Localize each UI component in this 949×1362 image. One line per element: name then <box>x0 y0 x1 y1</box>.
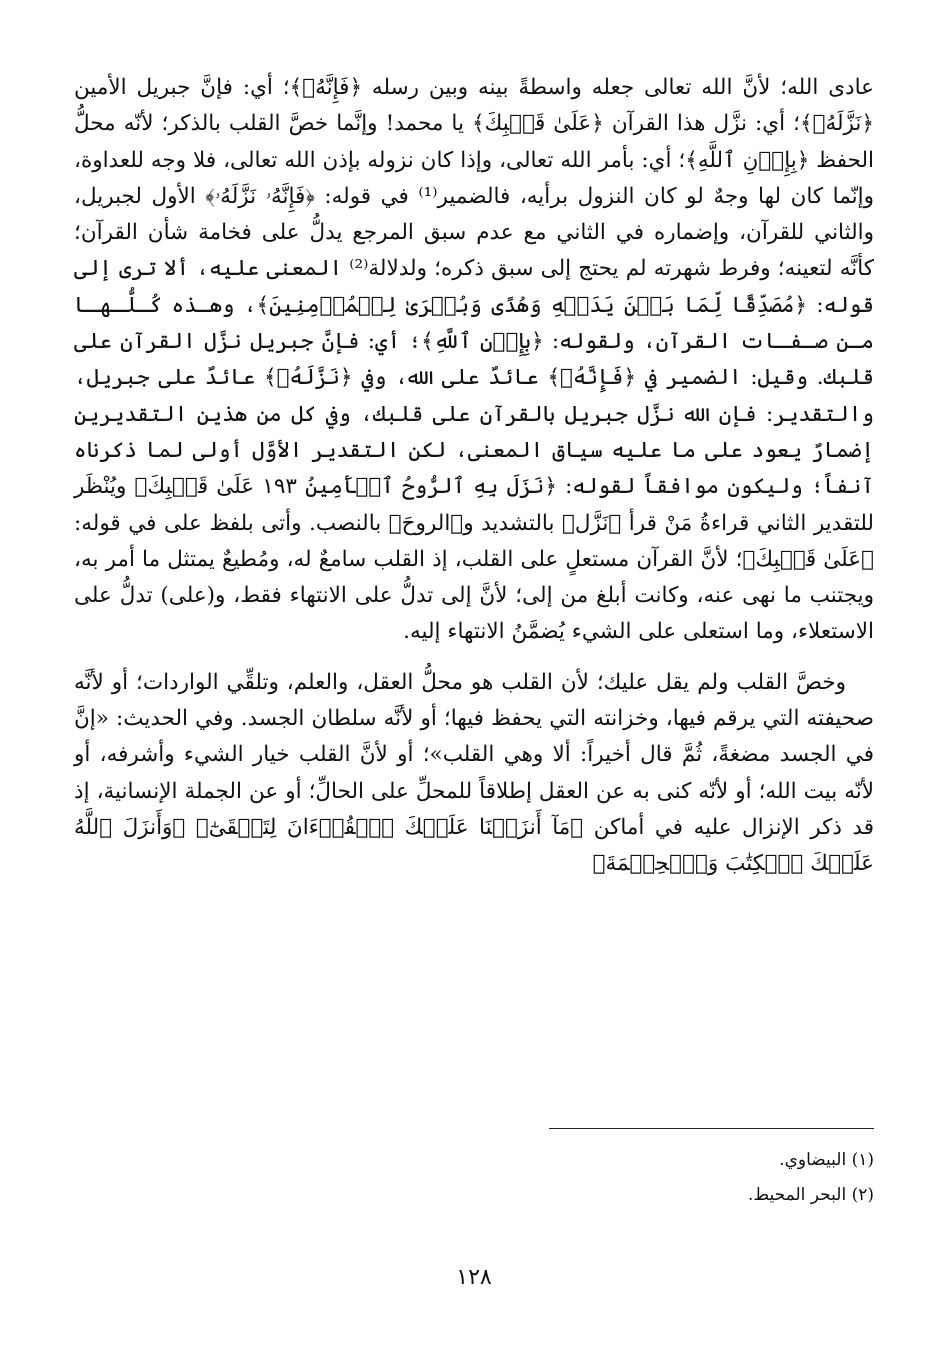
book-page <box>74 70 874 1300</box>
footnotes <box>474 1143 874 1213</box>
footnote-2: (٢) البحر المحيط. <box>748 1185 874 1205</box>
footnote-separator <box>549 1128 874 1129</box>
footnote-1: (١) البيضاوي. <box>779 1150 874 1170</box>
body-paragraph-2: وخصَّ القلب ولم يقل عليك؛ لأن القلب هو محلُّ العقل، والعلم، وتلقِّي الواردات؛ أو لأنَّه صحيفته التي يرقم فيها، وخزانته التي يحفظ فيها؛ أو لأنَّه سلطان الجسد. وفي الحديث: «إنَّ في الجسد مضغةً، ثُمَّ قال أخيراً: ألا وهي القلب»؛ أو لأنَّ القلب خيار الشيء وأشرفه، أو لأنّه بيت الله؛ أو لأنّه كنى به عن العقل إطلاقاً للمحلِّ على الحالِّ؛ أو عن الجملة الإنسانية، إذ قد ذكر الإنزال عليه في أماكن ﴿مَآ أَنزَلۡنَا عَلَيۡكَ ٱلۡقُرۡءَانَ لِتَشۡقَىٰٓ﴾ ﴿وَأَنزَلَ ٱللَّهُ عَلَيۡكَ ٱلۡكِتَٰبَ وَٱلۡحِكۡمَةَ﴾ <box>74 669 874 877</box>
body-paragraph-1: عادى الله؛ لأنَّ الله تعالى جعله واسطةً بينه وبين رسله ﴿فَإِنَّهُۥ﴾؛ أي: فإنَّ جبريل الأمين ﴿نَزَّلَهُۥ﴾؛ أي: نزَّل هذا القرآن ﴿عَلَىٰ قَلۡبِكَ﴾ يا محمد! وإنَّما خصَّ القلب بالذكر؛ لأنّه محلُّ الحفظ ﴿بِإِذۡنِ ٱللَّهِ﴾؛ أي: بأمر الله تعالى، وإذا كان نزوله بإذن الله تعالى، فلا وجه للعداوة، وإنّما كان لها وجهٌ لو كان النزول برأيه، فالضمير⁽¹⁾ في قوله: ﴿فَإِنَّهُۥ نَزَّلَهُۥ﴾ الأول لجبريل، والثاني للقرآن، وإضماره في الثاني مع عدم سبق المرجع يدلُّ على فخامة شأن القرآن؛ كأنَّه لتعينه؛ وفرط شهرته لم يحتج إلى سبق ذكره؛ ولدلالة⁽²⁾ المعنى عليه، ألا ترى إلى قوله: ﴿مُصَدِّقًا لِّمَا بَيۡنَ يَدَيۡهِ وَهُدًى وَبُشۡرَىٰ لِلۡمُؤۡمِنِينَ﴾، وهـذه كُـلُّـهـا مـن صـفـات القرآن، ولقوله: ﴿بِإِذۡنِ ٱللَّهِ﴾؛ أي: فإنَّ جبريل نزَّل القرآن على قلبك. وقيل: الضمير في ﴿فَإِنَّهُۥ﴾ عائدٌ على الله، وفي ﴿نَزَّلَهُۥ﴾ عائدٌ على جبريل، والتقدير: فإن الله نزَّل جبريل بالقرآن على قلبك، وفي كل من هذين التقديرين إضمارٌ يعود على ما عليه سياق المعنى، لكن التقدير الأوَّل أولى لما ذكرناه آنفاً؛ وليكون موافقاً لقوله: ﴿نَزَلَ بِهِ ٱلرُّوحُ ٱلۡأَمِينُ ١٩٣ عَلَىٰ قَلۡبِكَ﴾ ويُنْظَر للتقدير الثاني قراءةُ مَنْ قرأ ﴿نَزَّل﴾ بالتشديد و﴿الروحَ﴾ بالنصب. وأتى بلفظ على في قوله: ﴿عَلَىٰ قَلۡبِكَ﴾؛ لأنَّ القرآن مستعلٍ على القلب، إذ القلب سامعٌ له، ومُطيعٌ يمتثل ما أمر به، ويجتنب ما نهى عنه، وكانت أبلغ من إلى؛ لأنَّ إلى تدلُّ على الانتهاء فقط، و(على) تدلُّ على الاستعلاء، وما استعلى على الشيء يُضمَّنُ الانتهاء إليه. <box>74 75 874 645</box>
page-number: ١٢٨ <box>456 1265 492 1290</box>
